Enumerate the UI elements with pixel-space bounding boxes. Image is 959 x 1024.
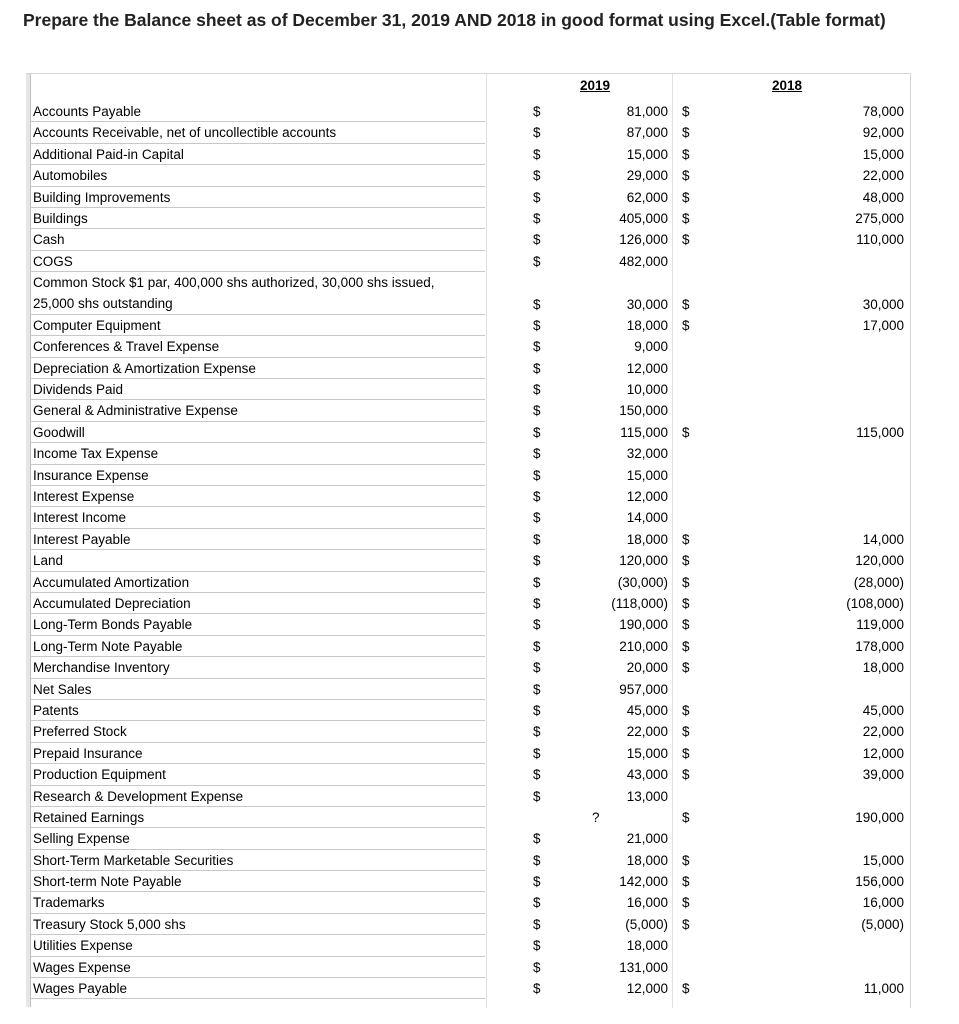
dollar-sign-2018: $ xyxy=(682,104,690,119)
amount-2019: 12,000 xyxy=(626,360,668,376)
amount-2018: 115,000 xyxy=(856,424,904,440)
account-label: Retained Earnings xyxy=(30,807,485,828)
table-row xyxy=(26,358,910,379)
dollar-sign-2019: $ xyxy=(533,831,541,847)
dollar-sign-2018: $ xyxy=(682,146,690,162)
amount-2019: 12,000 xyxy=(626,489,668,505)
table-row xyxy=(26,529,910,550)
dollar-sign-2018: $ xyxy=(682,745,690,761)
amount-2019: 30,000 xyxy=(626,296,668,312)
amount-2018: 178,000 xyxy=(855,638,904,654)
amount-2019: 29,000 xyxy=(626,168,668,184)
account-label: Building Improvements xyxy=(30,187,485,208)
amount-2019: 126,000 xyxy=(619,232,668,248)
dollar-sign-2019: $ xyxy=(533,210,541,226)
account-label: Short-term Note Payable xyxy=(30,871,485,892)
account-label: Automobiles xyxy=(30,165,485,186)
amount-2019: 210,000 xyxy=(619,638,668,654)
account-label: Goodwill xyxy=(30,422,485,443)
dollar-sign-2019: $ xyxy=(533,424,541,440)
account-label: Accounts Receivable, net of uncollectible accounts xyxy=(30,122,485,143)
year-2019-header: 2019 xyxy=(580,78,611,93)
dollar-sign-2019: $ xyxy=(533,360,541,376)
account-label xyxy=(30,272,485,315)
account-label: Selling Expense xyxy=(30,828,485,849)
account-label: COGS xyxy=(30,251,485,272)
dollar-sign-2019: $ xyxy=(533,253,541,269)
dollar-sign-2019 xyxy=(533,807,547,828)
table-row xyxy=(26,400,910,421)
amount-2018 xyxy=(756,935,904,956)
amount-2018 xyxy=(756,507,904,528)
amount-2018: 22,000 xyxy=(862,724,904,740)
dollar-sign-2019: $ xyxy=(533,638,541,654)
table-row xyxy=(26,465,910,486)
account-label: Dividends Paid xyxy=(30,379,485,400)
dollar-sign-2019: $ xyxy=(533,467,541,483)
amount-2018: 22,000 xyxy=(862,168,904,184)
dollar-sign-2018: $ xyxy=(682,296,690,312)
amount-2019: 18,000 xyxy=(626,852,668,868)
amount-2018: 12,000 xyxy=(862,745,904,761)
account-label: Merchandise Inventory xyxy=(30,657,485,678)
table-row xyxy=(26,507,910,528)
amount-2018: 15,000 xyxy=(862,146,904,162)
dollar-sign-2019: $ xyxy=(533,531,541,547)
amount-2019: 142,000 xyxy=(619,874,668,890)
account-label: Production Equipment xyxy=(30,764,485,785)
dollar-sign-2018: $ xyxy=(682,638,690,654)
dollar-sign-2018: $ xyxy=(682,916,690,932)
amount-2019: 18,000 xyxy=(626,531,668,547)
account-label: Accumulated Amortization xyxy=(30,572,485,593)
amount-2018 xyxy=(756,358,904,379)
amount-2018: 45,000 xyxy=(862,702,904,718)
dollar-sign-2018: $ xyxy=(682,702,690,718)
dollar-sign-2019: $ xyxy=(533,403,541,419)
dollar-sign-2019: $ xyxy=(533,296,541,312)
dollar-sign-2018: $ xyxy=(682,553,690,569)
dollar-sign-2019: $ xyxy=(533,874,541,890)
account-label: Income Tax Expense xyxy=(30,443,485,464)
account-label: Cash xyxy=(30,229,485,250)
dollar-sign-2019: $ xyxy=(533,895,541,911)
account-label: Wages Expense xyxy=(30,957,485,978)
dollar-sign-2018 xyxy=(682,786,696,807)
dollar-sign-2018 xyxy=(682,679,696,700)
table-row xyxy=(26,657,910,678)
dollar-sign-2018 xyxy=(682,358,696,379)
table-row xyxy=(26,422,910,443)
amount-2018 xyxy=(756,957,904,978)
table-row xyxy=(26,786,910,807)
dollar-sign-2018: $ xyxy=(682,895,690,911)
dollar-sign-2018 xyxy=(682,935,696,956)
dollar-sign-2018 xyxy=(682,486,696,507)
dollar-sign-2018: $ xyxy=(682,210,690,226)
dollar-sign-2019: $ xyxy=(533,981,541,997)
account-label: Insurance Expense xyxy=(30,465,485,486)
amount-2018: 16,000 xyxy=(862,895,904,911)
table-row xyxy=(26,721,910,742)
amount-2018: 156,000 xyxy=(855,874,904,890)
dollar-sign-2018 xyxy=(682,379,696,400)
table-row xyxy=(26,935,910,956)
amount-2019: 15,000 xyxy=(626,146,668,162)
account-label: Conferences & Travel Expense xyxy=(30,336,485,357)
dollar-sign-2019: $ xyxy=(533,916,541,932)
dollar-sign-2019: $ xyxy=(533,489,541,505)
dollar-sign-2018: $ xyxy=(682,596,690,611)
dollar-sign-2019: $ xyxy=(533,938,541,954)
dollar-sign-2018: $ xyxy=(682,424,690,440)
table-row xyxy=(26,614,910,635)
table-row xyxy=(26,700,910,721)
account-label: Preferred Stock xyxy=(30,721,485,742)
amount-2018: (5,000) xyxy=(861,916,904,932)
spreadsheet xyxy=(26,73,911,1008)
amount-2018 xyxy=(756,679,904,700)
dollar-sign-2019: $ xyxy=(533,104,541,119)
account-label: General & Administrative Expense xyxy=(30,400,485,421)
dollar-sign-2018: $ xyxy=(682,317,690,333)
dollar-sign-2018: $ xyxy=(682,852,690,868)
account-label: Patents xyxy=(30,700,485,721)
table-row xyxy=(26,914,910,935)
account-label: Interest Expense xyxy=(30,486,485,507)
table-row xyxy=(26,379,910,400)
account-label-line: Common Stock $1 par, 400,000 shs authorized, 30,000 shs issued, xyxy=(33,275,435,291)
dollar-sign-2019: $ xyxy=(533,788,541,804)
amount-2018 xyxy=(756,465,904,486)
dollar-sign-2019: $ xyxy=(533,125,541,141)
unknown-amount-2019: ? xyxy=(592,809,600,825)
dollar-sign-2018: $ xyxy=(682,531,690,547)
amount-2018: 14,000 xyxy=(862,531,904,547)
account-label: Treasury Stock 5,000 shs xyxy=(30,914,485,935)
dollar-sign-2019: $ xyxy=(533,617,541,633)
amount-2018: 18,000 xyxy=(862,660,904,676)
table-row xyxy=(26,679,910,700)
amount-2018: (28,000) xyxy=(853,574,904,590)
amount-2018: 275,000 xyxy=(855,210,904,226)
amount-2019: 10,000 xyxy=(626,382,668,398)
dollar-sign-2019: $ xyxy=(533,146,541,162)
account-label: Long-Term Bonds Payable xyxy=(30,614,485,635)
dollar-sign-2019: $ xyxy=(533,660,541,676)
account-label: Additional Paid-in Capital xyxy=(30,144,485,165)
amount-2019: 150,000 xyxy=(619,403,668,419)
dollar-sign-2018 xyxy=(682,957,696,978)
table-row xyxy=(26,828,910,849)
amount-2019: 15,000 xyxy=(626,745,668,761)
amount-2018: 48,000 xyxy=(862,189,904,205)
amount-2019: (30,000) xyxy=(617,574,668,590)
amount-2018: 30,000 xyxy=(862,296,904,312)
table-row xyxy=(26,743,910,764)
table-row xyxy=(26,978,910,999)
table-row xyxy=(26,807,910,828)
amount-2019: 20,000 xyxy=(626,660,668,676)
amount-2018 xyxy=(756,786,904,807)
amount-2018: 78,000 xyxy=(862,104,904,119)
table-row xyxy=(26,251,910,272)
amount-2019: 21,000 xyxy=(626,831,668,847)
dollar-sign-2019: $ xyxy=(533,702,541,718)
dollar-sign-2019: $ xyxy=(533,553,541,569)
amount-2019: 482,000 xyxy=(619,253,668,269)
table-row xyxy=(26,892,910,913)
dollar-sign-2018 xyxy=(682,507,696,528)
amount-2018: (108,000) xyxy=(846,596,904,611)
dollar-sign-2019: $ xyxy=(533,339,541,355)
table-row xyxy=(26,101,910,122)
amount-2018 xyxy=(756,379,904,400)
amount-2018 xyxy=(756,336,904,357)
dollar-sign-2018: $ xyxy=(682,189,690,205)
amount-2019: 45,000 xyxy=(626,702,668,718)
amount-2018: 39,000 xyxy=(862,767,904,783)
amount-2019: 43,000 xyxy=(626,767,668,783)
table-row xyxy=(26,486,910,507)
amount-2018: 92,000 xyxy=(862,125,904,141)
dollar-sign-2018 xyxy=(682,443,696,464)
dollar-sign-2019: $ xyxy=(533,745,541,761)
dollar-sign-2018: $ xyxy=(682,874,690,890)
dollar-sign-2018: $ xyxy=(682,660,690,676)
table-row xyxy=(26,957,910,978)
year-2018-header: 2018 xyxy=(772,78,803,93)
amount-2018 xyxy=(756,443,904,464)
dollar-sign-2019: $ xyxy=(533,596,541,611)
amount-2019: 12,000 xyxy=(626,981,668,997)
amount-2018: 190,000 xyxy=(855,809,904,825)
table-row xyxy=(26,144,910,165)
dollar-sign-2019: $ xyxy=(533,189,541,205)
account-label: Long-Term Note Payable xyxy=(30,636,485,657)
amount-2019: 957,000 xyxy=(619,681,668,697)
account-label: Accumulated Depreciation xyxy=(30,593,485,614)
amount-2018: 110,000 xyxy=(856,232,904,248)
dollar-sign-2018 xyxy=(682,465,696,486)
dollar-sign-2018 xyxy=(682,251,696,272)
dollar-sign-2019: $ xyxy=(533,959,541,975)
account-label: Depreciation & Amortization Expense xyxy=(30,358,485,379)
amount-2018 xyxy=(756,486,904,507)
account-label-line: 25,000 shs outstanding xyxy=(33,296,173,312)
table-row xyxy=(26,636,910,657)
amount-2019: (5,000) xyxy=(625,916,668,932)
table-row xyxy=(26,764,910,785)
dollar-sign-2018: $ xyxy=(682,617,690,633)
table-row xyxy=(26,550,910,571)
account-label: Short-Term Marketable Securities xyxy=(30,850,485,871)
dollar-sign-2019: $ xyxy=(533,382,541,398)
dollar-sign-2019: $ xyxy=(533,510,541,526)
table-row xyxy=(26,572,910,593)
amount-2019: 115,000 xyxy=(620,424,668,440)
amount-2018: 120,000 xyxy=(855,553,904,569)
table-row xyxy=(26,272,910,315)
amount-2019: (118,000) xyxy=(611,596,668,611)
amount-2019: 87,000 xyxy=(626,125,668,141)
table-row xyxy=(26,443,910,464)
table-row xyxy=(26,850,910,871)
dollar-sign-2019: $ xyxy=(533,232,541,248)
amount-2019: 14,000 xyxy=(626,510,668,526)
account-label: Prepaid Insurance xyxy=(30,743,485,764)
table-row xyxy=(26,208,910,229)
amount-2018 xyxy=(756,828,904,849)
dollar-sign-2019: $ xyxy=(533,317,541,333)
account-rows xyxy=(26,101,910,999)
amount-2019: 32,000 xyxy=(626,446,668,462)
account-label: Buildings xyxy=(30,208,485,229)
dollar-sign-2018: $ xyxy=(682,168,690,184)
table-row xyxy=(26,122,910,143)
dollar-sign-2019: $ xyxy=(533,574,541,590)
amount-2019: 62,000 xyxy=(626,189,668,205)
dollar-sign-2018: $ xyxy=(682,125,690,141)
account-label: Wages Payable xyxy=(30,978,485,999)
amount-2018: 17,000 xyxy=(862,317,904,333)
amount-2019: 405,000 xyxy=(619,210,668,226)
account-label: Computer Equipment xyxy=(30,315,485,336)
amount-2018: 15,000 xyxy=(862,852,904,868)
amount-2019: 81,000 xyxy=(626,104,668,119)
dollar-sign-2018 xyxy=(682,828,696,849)
year-header-row xyxy=(26,78,910,98)
amount-2019 xyxy=(566,807,668,828)
dollar-sign-2018 xyxy=(682,336,696,357)
amount-2018: 119,000 xyxy=(856,617,904,633)
dollar-sign-2019: $ xyxy=(533,681,541,697)
dollar-sign-2018: $ xyxy=(682,767,690,783)
amount-2018 xyxy=(756,400,904,421)
table-row xyxy=(26,165,910,186)
amount-2019: 13,000 xyxy=(626,788,668,804)
dollar-sign-2018: $ xyxy=(682,724,690,740)
amount-2019: 18,000 xyxy=(626,938,668,954)
amount-2019: 190,000 xyxy=(619,617,668,633)
amount-2019: 9,000 xyxy=(634,339,668,355)
account-label: Utilities Expense xyxy=(30,935,485,956)
dollar-sign-2018: $ xyxy=(682,981,690,997)
account-label: Interest Payable xyxy=(30,529,485,550)
dollar-sign-2018: $ xyxy=(682,232,690,248)
table-row xyxy=(26,336,910,357)
dollar-sign-2019: $ xyxy=(533,767,541,783)
amount-2019: 22,000 xyxy=(626,724,668,740)
dollar-sign-2018 xyxy=(682,400,696,421)
account-label: Research & Development Expense xyxy=(30,786,485,807)
amount-2019: 120,000 xyxy=(619,553,668,569)
amount-2019: 131,000 xyxy=(619,959,668,975)
account-label: Net Sales xyxy=(30,679,485,700)
dollar-sign-2019: $ xyxy=(533,168,541,184)
table-row xyxy=(26,315,910,336)
amount-2018: 11,000 xyxy=(863,981,904,997)
table-row xyxy=(26,187,910,208)
table-row xyxy=(26,593,910,614)
account-label: Interest Income xyxy=(30,507,485,528)
question-heading: Prepare the Balance sheet as of December 31, 2019 AND 2018 in good format using Excel.(Table format) xyxy=(23,10,886,30)
amount-2019: 18,000 xyxy=(626,317,668,333)
account-label: Land xyxy=(30,550,485,571)
dollar-sign-2019: $ xyxy=(533,446,541,462)
table-row xyxy=(26,229,910,250)
amount-2018 xyxy=(756,251,904,272)
dollar-sign-2019: $ xyxy=(533,724,541,740)
amount-2019: 16,000 xyxy=(626,895,668,911)
amount-2019: 15,000 xyxy=(626,467,668,483)
dollar-sign-2018: $ xyxy=(682,809,690,825)
table-row xyxy=(26,871,910,892)
account-label: Accounts Payable xyxy=(30,101,485,122)
dollar-sign-2019: $ xyxy=(533,852,541,868)
account-label: Trademarks xyxy=(30,892,485,913)
dollar-sign-2018: $ xyxy=(682,574,690,590)
